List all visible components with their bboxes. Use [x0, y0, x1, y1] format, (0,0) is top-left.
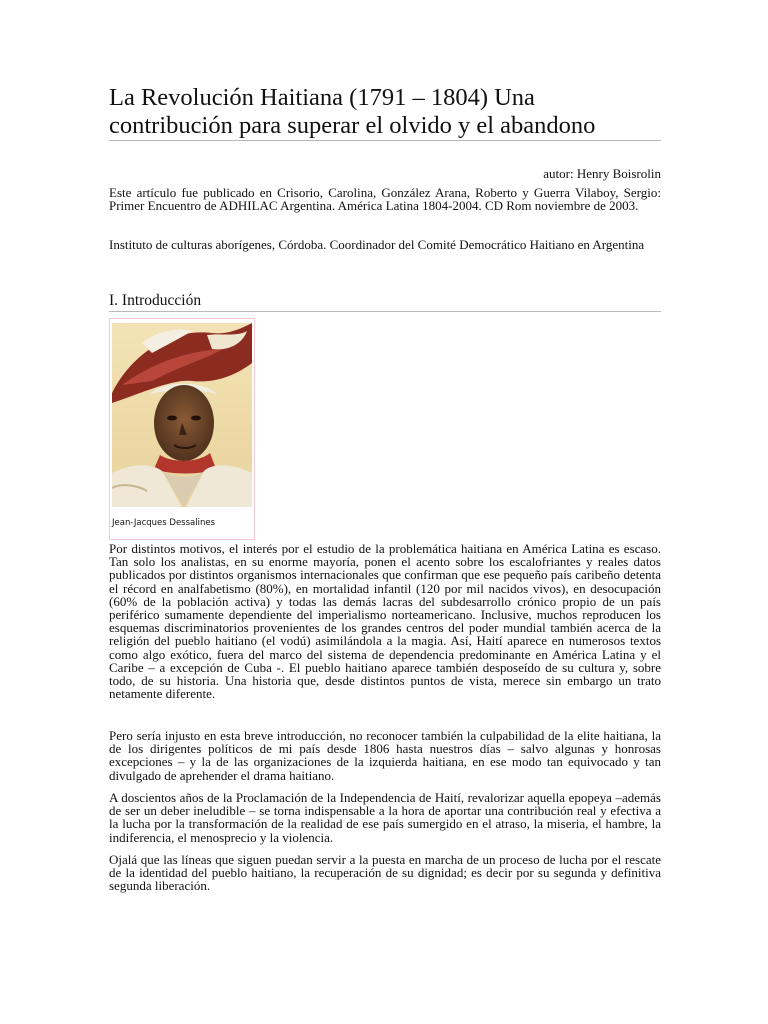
body-paragraph-3: A doscientos años de la Proclamación de la Independencia de Haití, revalorizar aquella epopeya –además de ser un deber ineludible – se torna indispensable a la hora de aportar una contribución real y efectiva a la lucha por la transformación de la realidad de ese país sumergido en el atraso, la miseria, el hambre, la indiferencia, el menosprecio y la violencia. — [109, 790, 661, 845]
dessalines-portrait — [112, 323, 252, 507]
body-paragraph-4: Ojalá que las líneas que siguen puedan servir a la puesta en marcha de un proceso de lucha por el rescate de la identidad del pueblo haitiano, la recuperación de su dignidad; es decir por su segunda y definitiva segunda liberación. — [109, 852, 661, 894]
publication-note: Este artículo fue publicado en Crisorio, Carolina, González Arana, Roberto y Guerra Vilaboy, Sergio: Primer Encuentro de ADHILAC Argentina. América Latina 1804-2004. CD Rom noviembre de 2003. — [109, 185, 661, 214]
section-divider — [109, 311, 661, 312]
affiliation-note: Instituto de culturas aborígenes, Córdoba. Coordinador del Comité Democrático Haitiano en Argentina — [109, 237, 645, 252]
portrait-figure — [109, 318, 255, 540]
section-heading: I. Introducción — [109, 292, 202, 309]
title-divider — [109, 140, 661, 141]
body-paragraph-1: Por distintos motivos, el interés por el estudio de la problemática haitiana en América Latina es escaso. Tan solo los analistas, en su enorme mayoría, ponen el acento sobre los escalofriantes y reales datos publicados por distintos organismos internacionales que confirman que ese pequeño país caribeño detenta el récord en analfabetismo (80%), en mortalidad infantil (120 por mil nacidos vivos), en desocupación (60% de la población activa) y todas las demás lacras del subdesarrollo crónico propio de un país periférico sumamente dependiente del imperialismo norteamericano. Inclusive, muchos reproducen los esquemas discriminatorios provenientes de los grandes centros del poder mundial también acerca de la religión del pueblo haitiano (el vodú) asimilándola a la magia. Así, Haití aparece en numerosos textos como algo exótico, fuera del marco del sistema de dependencia predominante en América Latina y el Caribe – a excepción de Cuba -. El pueblo haitiano aparece también desposeído de su cultura y, sobre todo, de su historia. Una historia que, desde distintos puntos de vista, merece sin embargo un trato netamente diferente. — [109, 541, 661, 702]
author-line: autor: Henry Boisrolin — [543, 166, 661, 181]
portrait-caption: Jean-Jacques Dessalines — [112, 518, 216, 528]
article-title: La Revolución Haitiana (1791 – 1804) Una contribución para superar el olvido y el abandono — [109, 84, 596, 139]
body-paragraph-2: Pero sería injusto en esta breve introducción, no reconocer también la culpabilidad de la elite haitiana, la de los dirigentes políticos de mi país desde 1806 hasta nuestros días – salvo algunas y honrosas excepciones – y la de las organizaciones de la izquierda haitiana, en ese modo tan equivocado y tan divulgado de aprehender el drama haitiano. — [109, 728, 661, 783]
